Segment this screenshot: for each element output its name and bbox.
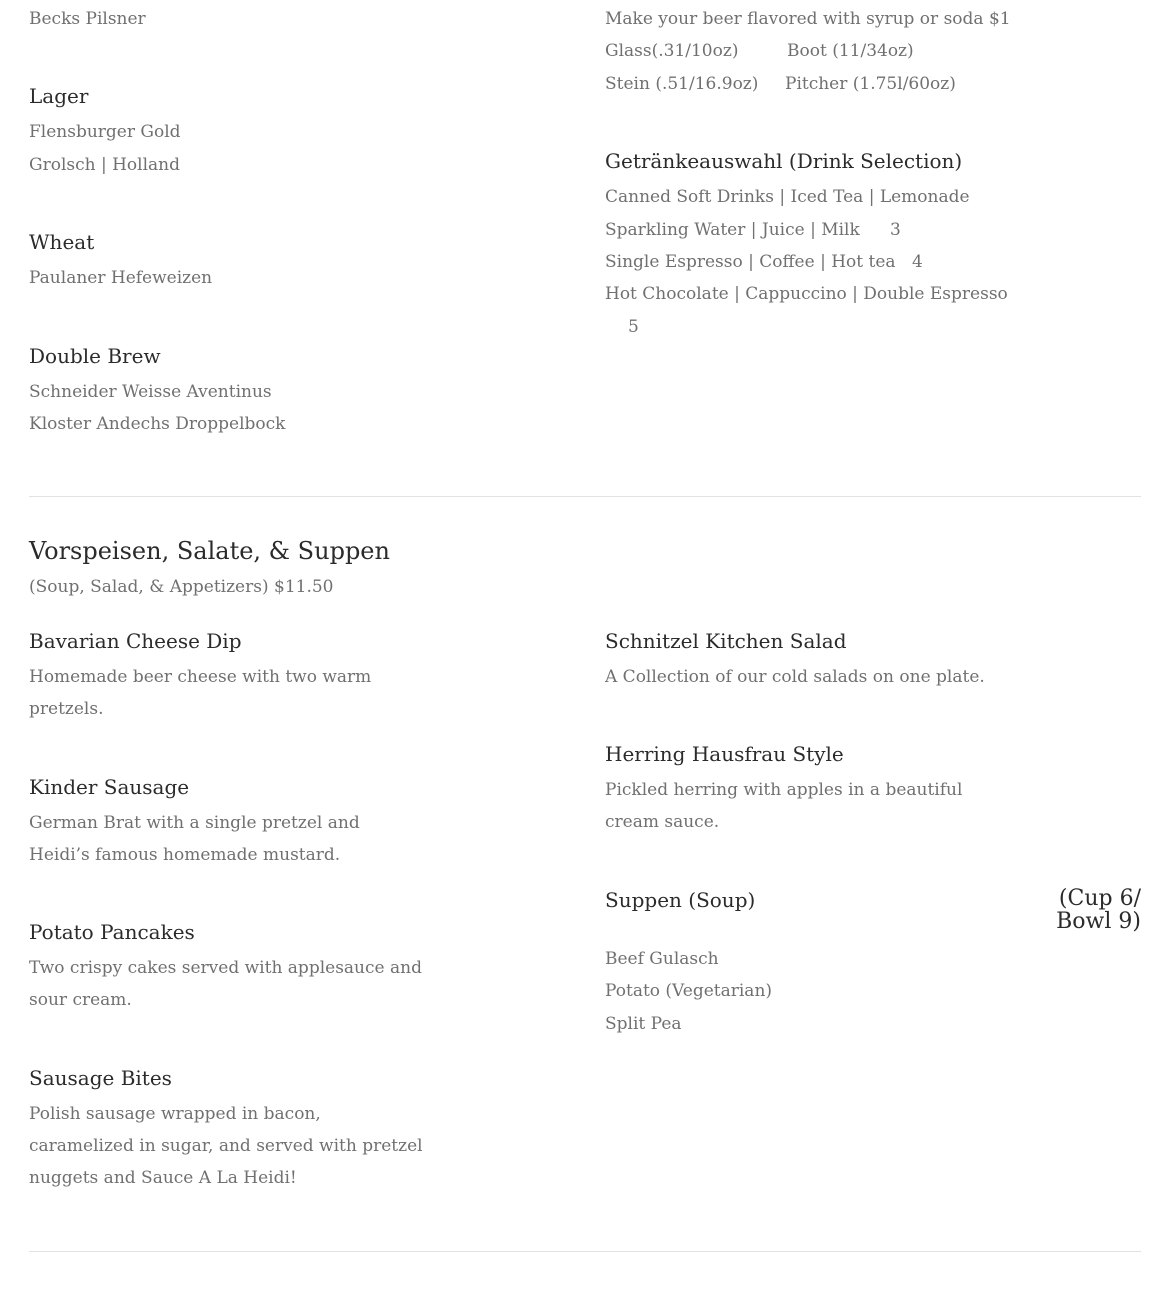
soup-item: Potato (Vegetarian) xyxy=(605,981,773,1001)
drink-row-espresso: Single Espresso | Coffee | Hot tea xyxy=(605,252,896,272)
soup-price xyxy=(1056,887,1141,933)
section-title-appetizers: Vorspeisen, Salate, & Suppen xyxy=(29,537,390,565)
menu-item-grolsch: Grolsch | Holland xyxy=(29,155,181,175)
drink-price-espresso: 4 xyxy=(912,252,923,272)
appetizer-desc: Polish sausage wrapped in bacon, caramelized in sugar, and served with pretzel nuggets and Sauce A La Heidi! xyxy=(29,1104,423,1188)
soup-price-bowl: Bowl 9) xyxy=(1056,909,1141,934)
soup-item: Beef Gulasch xyxy=(605,949,719,969)
menu-item-becks-pilsner: Becks Pilsner xyxy=(29,9,146,29)
size-stein: Stein (.51/16.9oz) xyxy=(605,74,759,94)
size-boot: Boot (11/34oz) xyxy=(787,41,914,61)
drink-row-soft-drinks: Canned Soft Drinks | Iced Tea | Lemonade xyxy=(605,187,970,207)
appetizer-name: Kinder Sausage xyxy=(29,775,190,799)
appetizer-name: Potato Pancakes xyxy=(29,920,195,944)
appetizer-desc: Two crispy cakes served with applesauce and sour cream. xyxy=(29,958,422,1010)
appetizer-name: Bavarian Cheese Dip xyxy=(29,629,242,653)
menu-item-paulaner: Paulaner Hefeweizen xyxy=(29,268,213,288)
section-title-drinks: Getränkeauswahl (Drink Selection) xyxy=(605,149,963,173)
flavor-note: Make your beer flavored with syrup or soda $1 xyxy=(605,9,1011,29)
size-pitcher: Pitcher (1.75l/60oz) xyxy=(785,74,956,94)
drink-row-hot-chocolate: Hot Chocolate | Cappuccino | Double Espresso xyxy=(605,284,1008,304)
menu-item-flensburger: Flensburger Gold xyxy=(29,122,181,142)
soup-title: Suppen (Soup) xyxy=(605,888,756,912)
size-glass: Glass(.31/10oz) xyxy=(605,41,739,61)
section-divider xyxy=(29,1251,1141,1252)
soup-item: Split Pea xyxy=(605,1014,682,1034)
appetizer-name: Herring Hausfrau Style xyxy=(605,742,844,766)
section-subtitle-appetizers: (Soup, Salad, & Appetizers) $11.50 xyxy=(29,577,334,597)
section-title-wheat: Wheat xyxy=(29,230,95,254)
section-title-lager: Lager xyxy=(29,84,89,108)
appetizer-name: Sausage Bites xyxy=(29,1066,172,1090)
appetizer-desc: Pickled herring with apples in a beautiful cream sauce. xyxy=(605,780,963,832)
drink-price-water: 3 xyxy=(890,220,901,240)
drink-price-hot-chocolate: 5 xyxy=(628,317,639,337)
menu-item-andechs: Kloster Andechs Droppelbock xyxy=(29,414,286,434)
menu-item-aventinus: Schneider Weisse Aventinus xyxy=(29,382,272,402)
drink-row-water: Sparkling Water | Juice | Milk xyxy=(605,220,860,240)
soup-price-cup: (Cup 6/ xyxy=(1058,886,1141,911)
section-title-double-brew: Double Brew xyxy=(29,344,161,368)
section-divider xyxy=(29,496,1141,497)
appetizer-desc: Homemade beer cheese with two warm pretzels. xyxy=(29,667,372,719)
appetizer-name: Schnitzel Kitchen Salad xyxy=(605,629,847,653)
appetizer-desc: German Brat with a single pretzel and Heidi’s famous homemade mustard. xyxy=(29,813,360,865)
appetizer-desc: A Collection of our cold salads on one plate. xyxy=(605,667,985,687)
